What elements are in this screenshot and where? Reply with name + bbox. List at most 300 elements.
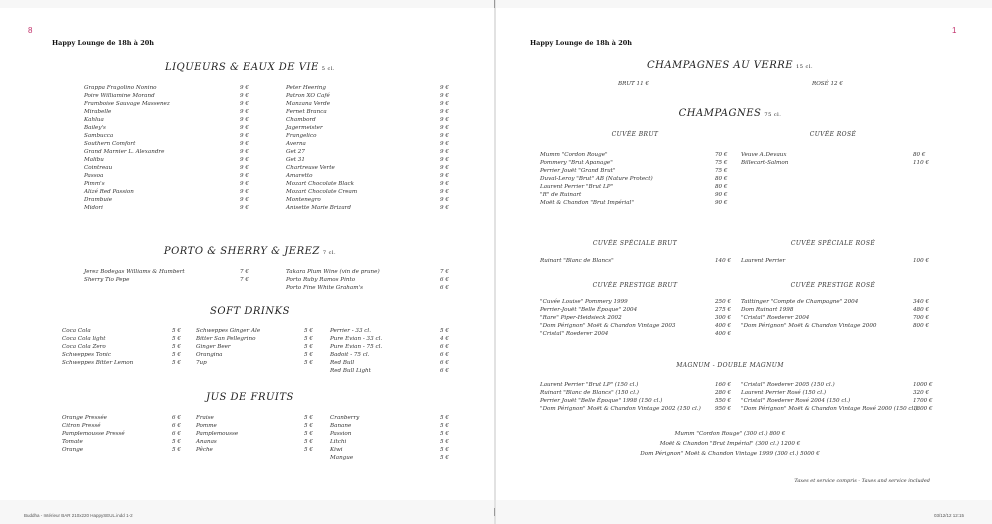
item-price: 9 € <box>440 205 449 211</box>
menu-item <box>741 405 931 413</box>
magnum-col1 <box>540 381 735 413</box>
menu-item <box>540 151 735 159</box>
item-name: Passoa <box>84 173 104 179</box>
jus-col1 <box>62 414 184 454</box>
item-price: 5 € <box>304 447 313 453</box>
menu-item <box>540 306 735 314</box>
item-name: Poire Williamine Morand <box>84 93 155 99</box>
menu-item <box>330 438 454 446</box>
menu-item <box>330 351 454 359</box>
item-price: 90 € <box>715 200 728 206</box>
menu-item <box>196 343 316 351</box>
item-name: "Rare" Piper-Heidsieck 2002 <box>540 315 622 321</box>
trim-mark <box>494 508 495 516</box>
item-name: "Dom Pérignon" Moët & Chandon Vintage 2000 <box>741 323 877 329</box>
menu-item <box>84 204 254 212</box>
menu-item <box>330 359 454 367</box>
item-price: 9 € <box>240 133 249 139</box>
menu-item <box>62 351 184 359</box>
menu-item <box>540 298 735 306</box>
item-name: Kahlua <box>84 117 104 123</box>
item-price: 110 € <box>913 160 930 166</box>
menu-item <box>62 422 184 430</box>
menu-item <box>286 204 454 212</box>
item-price: 400 € <box>715 323 732 329</box>
item-price: 5 € <box>304 336 313 342</box>
item-name: Moët & Chandon "Brut Impérial" <box>540 200 634 206</box>
menu-item <box>741 314 931 322</box>
item-price: 6 € <box>440 344 449 350</box>
jus-col3 <box>330 414 454 462</box>
menu-item <box>84 148 254 156</box>
item-price: 7 € <box>240 269 249 275</box>
prestige-rose-list <box>741 298 931 330</box>
item-price: 6 € <box>440 352 449 358</box>
item-name: Pomme <box>196 423 217 429</box>
item-name: Malibu <box>84 157 104 163</box>
item-name: Orange Pressée <box>62 415 107 421</box>
menu-item <box>330 414 454 422</box>
item-name: Perrier Jouët "Grand Brut" <box>540 168 616 174</box>
menu-item <box>84 100 254 108</box>
menu-item <box>741 151 931 159</box>
item-name: Citron Pressé <box>62 423 101 429</box>
item-name: Taittinger "Compte de Champagne" 2004 <box>741 299 859 305</box>
item-price: 6 € <box>172 423 181 429</box>
item-name: Montenegro <box>286 197 321 203</box>
file-footer: Buddha - Intérieur BAR 210x220 HappySEUL.indd 1-2 <box>24 513 133 518</box>
soft-col3 <box>330 327 454 375</box>
item-name: Mozart Chocolate Cream <box>286 189 358 195</box>
item-name: "Cristal" Roederer 2005 (150 cl.) <box>741 382 835 388</box>
menu-item <box>741 322 931 330</box>
menu-item <box>84 108 254 116</box>
item-price: 9 € <box>440 197 449 203</box>
item-price: 75 € <box>715 160 728 166</box>
item-price: 5 € <box>172 352 181 358</box>
menu-item <box>62 414 184 422</box>
item-price: 5 € <box>172 439 181 445</box>
section-title-liqueurs: LIQUEURS & EAUX DE VIE 5 cl. <box>164 62 336 73</box>
item-price: 100 € <box>913 258 930 264</box>
item-name: Pêche <box>196 447 213 453</box>
item-price: 9 € <box>240 117 249 123</box>
menu-item <box>286 148 454 156</box>
menu-item <box>84 188 254 196</box>
menu-item <box>196 414 316 422</box>
item-name: "Dom Pérignon" Moët & Chandon Vintage 2003 <box>540 323 676 329</box>
menu-item <box>741 397 931 405</box>
menu-item <box>62 446 184 454</box>
item-price: 9 € <box>240 165 249 171</box>
menu-item <box>540 199 735 207</box>
item-price: 140 € <box>715 258 732 264</box>
liqueurs-col1 <box>84 84 254 212</box>
item-price: 4 € <box>440 336 449 342</box>
item-name: Kiwi <box>330 447 343 453</box>
item-name: Pimm's <box>84 181 105 187</box>
item-price: 9 € <box>240 181 249 187</box>
menu-item <box>540 381 735 389</box>
item-price: 9 € <box>440 109 449 115</box>
prestige-brut-list <box>540 298 735 338</box>
item-price: 70 € <box>715 152 728 158</box>
menu-item <box>540 159 735 167</box>
menu-item <box>84 92 254 100</box>
menu-item <box>84 196 254 204</box>
menu-item <box>196 430 316 438</box>
subtitle-prestige-rose: CUVÉE PRESTIGE ROSÉ <box>790 282 876 289</box>
item-price: 550 € <box>715 398 732 404</box>
subtitle-magnum: MAGNUM - DOUBLE MAGNUM <box>676 362 784 369</box>
item-name: Grappa Fragolino Nonino <box>84 85 157 91</box>
item-price: 9 € <box>440 101 449 107</box>
subtitle-speciale-brut: CUVÉE SPÉCIALE BRUT <box>592 240 678 247</box>
item-price: 9 € <box>240 157 249 163</box>
item-name: Drambuie <box>84 197 113 203</box>
item-price: 280 € <box>715 390 732 396</box>
subtitle-cuvee-brut: CUVÉE BRUT <box>611 131 659 138</box>
item-name: Mangue <box>330 455 354 461</box>
item-name: Schweppes Tonic <box>62 352 111 358</box>
item-name: Amaretto <box>286 173 313 179</box>
item-price: 9 € <box>440 189 449 195</box>
item-name: Laurent Perrier Rosé (150 cl.) <box>741 390 827 396</box>
item-price: 9 € <box>240 125 249 131</box>
item-price: 9 € <box>440 173 449 179</box>
happy-hour-label: Happy Lounge de 18h à 20h <box>530 39 633 47</box>
item-price: 160 € <box>715 382 732 388</box>
item-price: 340 € <box>913 299 930 305</box>
menu-item <box>62 430 184 438</box>
item-name: Pamplemousse Pressé <box>62 431 125 437</box>
item-price: 5 € <box>304 423 313 429</box>
item-price: 9 € <box>440 157 449 163</box>
item-name: Grand Marnier L. Alexandre <box>84 149 165 155</box>
item-name: Duval-Leroy "Brut" AB (Nature Protect) <box>540 176 653 182</box>
item-price: 480 € <box>913 307 930 313</box>
item-price: 6 € <box>440 368 449 374</box>
item-price: 9 € <box>440 165 449 171</box>
menu-item <box>741 257 931 265</box>
item-name: Mirabelle <box>84 109 112 115</box>
menu-item <box>540 183 735 191</box>
menu-item <box>84 124 254 132</box>
item-name: Bailey's <box>84 125 106 131</box>
subtitle-speciale-rose: CUVÉE SPÉCIALE ROSÉ <box>790 240 876 247</box>
menu-item <box>196 359 316 367</box>
item-name: Ananas <box>196 439 217 445</box>
item-name: Cointreau <box>84 165 113 171</box>
item-name: Passion <box>330 431 352 437</box>
section-title-porto: PORTO & SHERRY & JEREZ 7 cl. <box>163 246 337 257</box>
porto-col2 <box>286 268 454 292</box>
menu-item <box>286 172 454 180</box>
item-price: 9 € <box>440 133 449 139</box>
item-price: 9 € <box>440 141 449 147</box>
item-name: Fraise <box>196 415 214 421</box>
menu-item <box>330 430 454 438</box>
menu-item <box>286 268 454 276</box>
item-name: Laurent Perrier "Brut LP" (150 cl.) <box>540 382 639 388</box>
item-name: Veuve A.Devaux <box>741 152 787 158</box>
item-name: Pommery "Brut Apanage" <box>540 160 613 166</box>
item-name: Coca Cola light <box>62 336 106 342</box>
item-name: "Dom Pérignon" Moët & Chandon Vintage 2002 (150 cl.) <box>540 406 701 412</box>
menu-item <box>540 405 735 413</box>
item-name: Peter Heering <box>286 85 326 91</box>
item-name: Litchi <box>330 439 347 445</box>
item-name: Pure Evian - 33 cl. <box>330 336 383 342</box>
item-name: Ginger Beer <box>196 344 231 350</box>
item-name: Sambucca <box>84 133 114 139</box>
menu-item <box>741 159 931 167</box>
magnum-centered-3: Dom Pérignon" Moët & Chandon Vintage 1999 (300 cl.) 5000 € <box>640 451 820 457</box>
menu-item <box>330 422 454 430</box>
item-name: Tomate <box>62 439 83 445</box>
item-price: 7 € <box>440 269 449 275</box>
item-price: 9 € <box>240 101 249 107</box>
item-name: "Dom Pérignon" Moët & Chandon Vintage Rosé 2000 (150 cl.) <box>741 406 918 412</box>
item-price: 6 € <box>440 277 449 283</box>
item-name: "Cuvée Louise" Pommery 1999 <box>540 299 628 305</box>
item-name: Jerez Bodegas Williams & Humbert <box>84 269 185 275</box>
item-name: Laurent Perrier "Brut LP" <box>540 184 614 190</box>
item-name: Sherry Tio Pepe <box>84 277 130 283</box>
menu-item <box>286 164 454 172</box>
item-name: Get 27 <box>286 149 305 155</box>
magnum-centered-2: Moët & Chandon "Brut Impérial" (300 cl.) 1200 € <box>659 441 801 447</box>
item-name: Chartreuse Verte <box>286 165 335 171</box>
section-title-jus: JUS DE FRUITS <box>206 392 294 403</box>
menu-item <box>540 191 735 199</box>
item-name: Pamplemousse <box>196 431 239 437</box>
menu-item <box>286 84 454 92</box>
item-name: Dom Ruinart 1998 <box>741 307 794 313</box>
item-name: Averna <box>286 141 306 147</box>
magnum-col2 <box>741 381 931 413</box>
item-price: 9 € <box>240 205 249 211</box>
cuvee-brut-list <box>540 151 735 207</box>
menu-item <box>540 257 735 265</box>
item-name: Chambord <box>286 117 316 123</box>
menu-item <box>62 359 184 367</box>
item-name: Coca Cola <box>62 328 91 334</box>
menu-item <box>286 188 454 196</box>
item-name: "Cristal" Roederer 2004 <box>741 315 810 321</box>
menu-item <box>540 175 735 183</box>
file-date: 03/12/12 12:15 <box>934 513 965 518</box>
item-name: Porto Fine White Graham's <box>286 285 363 291</box>
item-price: 1800 € <box>913 406 933 412</box>
menu-item <box>741 389 931 397</box>
item-name: Banane <box>330 423 352 429</box>
item-price: 5 € <box>440 415 449 421</box>
menu-item <box>84 172 254 180</box>
item-price: 5 € <box>172 328 181 334</box>
item-price: 7 € <box>240 277 249 283</box>
menu-item <box>286 92 454 100</box>
item-name: Manzana Verde <box>286 101 331 107</box>
menu-item <box>62 327 184 335</box>
item-price: 9 € <box>240 173 249 179</box>
item-price: 250 € <box>715 299 732 305</box>
item-price: 9 € <box>440 181 449 187</box>
item-name: Perrier-Jouët "Belle Époque" 2004 <box>540 307 638 313</box>
menu-item <box>84 140 254 148</box>
menu-item <box>286 108 454 116</box>
item-price: 5 € <box>304 344 313 350</box>
menu-item <box>84 268 254 276</box>
item-price: 5 € <box>304 415 313 421</box>
item-price: 5 € <box>304 360 313 366</box>
soft-col1 <box>62 327 184 367</box>
item-price: 9 € <box>440 117 449 123</box>
section-title-verre: CHAMPAGNES AU VERRE 15 cl. <box>646 60 814 71</box>
menu-item <box>330 327 454 335</box>
item-name: Red Bull Light <box>330 368 371 374</box>
menu-item <box>196 335 316 343</box>
menu-item <box>330 343 454 351</box>
menu-item <box>84 156 254 164</box>
menu-item <box>330 335 454 343</box>
item-name: Ruinart "Blanc de Blancs" <box>540 258 614 264</box>
item-name: Schweppes Bitter Lemon <box>62 360 134 366</box>
item-name: Orangina <box>196 352 223 358</box>
jus-col2 <box>196 414 316 454</box>
menu-item <box>540 167 735 175</box>
item-price: 5 € <box>440 423 449 429</box>
item-price: 5 € <box>304 328 313 334</box>
item-name: Frangelico <box>286 133 317 139</box>
menu-item <box>330 367 454 375</box>
item-price: 5 € <box>440 328 449 334</box>
item-price: 5 € <box>172 360 181 366</box>
menu-item <box>540 322 735 330</box>
taxes-note: Taxes et service compris - Taxes and service included <box>794 478 930 484</box>
menu-item <box>540 330 735 338</box>
page-number: 1 <box>952 26 957 35</box>
menu-item <box>286 156 454 164</box>
menu-item <box>84 180 254 188</box>
item-price: 9 € <box>240 93 249 99</box>
item-price: 5 € <box>304 439 313 445</box>
subtitle-cuvee-rose: CUVÉE ROSÉ <box>809 131 857 138</box>
item-price: 75 € <box>715 168 728 174</box>
soft-col2 <box>196 327 316 367</box>
item-name: Laurent Perrier <box>741 258 786 264</box>
item-price: 5 € <box>440 455 449 461</box>
menu-item <box>196 327 316 335</box>
item-name: Alizé Red Passion <box>84 189 134 195</box>
menu-item <box>196 351 316 359</box>
item-name: Ruinart "Blanc de Blancs" (150 cl.) <box>540 390 639 396</box>
item-name: Patron XO Café <box>286 93 330 99</box>
item-name: Fernet Branca <box>286 109 327 115</box>
item-name: Pure Evian - 75 cl. <box>330 344 383 350</box>
menu-item <box>286 116 454 124</box>
right-page <box>496 8 992 500</box>
item-name: Framboise Sauvage Massenez <box>84 101 170 107</box>
happy-hour-label: Happy Lounge de 18h à 20h <box>52 39 155 47</box>
item-name: Coca Cola Zero <box>62 344 106 350</box>
item-price: 9 € <box>440 125 449 131</box>
trim-mark <box>494 0 495 8</box>
item-name: Get 31 <box>286 157 305 163</box>
menu-item <box>84 116 254 124</box>
item-name: Perrier Jouët "Belle Époque" 1998 (150 cl.) <box>540 398 663 404</box>
menu-item <box>286 132 454 140</box>
verre-rose: ROSÉ 12 € <box>812 81 843 87</box>
item-price: 1000 € <box>913 382 933 388</box>
item-price: 5 € <box>304 431 313 437</box>
page-number: 8 <box>28 26 33 35</box>
menu-item <box>540 397 735 405</box>
item-name: "Cristal" Roederer 2004 <box>540 331 609 337</box>
menu-item <box>196 438 316 446</box>
verre-brut: BRUT 11 € <box>618 81 650 87</box>
speciale-rose-list <box>741 257 931 265</box>
item-name: Porto Ruby Ramos Pinto <box>286 277 356 283</box>
item-price: 6 € <box>440 360 449 366</box>
menu-item <box>741 306 931 314</box>
menu-item <box>330 446 454 454</box>
item-price: 950 € <box>715 406 732 412</box>
menu-item <box>84 84 254 92</box>
item-name: Mumm "Cordon Rouge" <box>540 152 608 158</box>
item-price: 80 € <box>715 184 728 190</box>
menu-item <box>330 454 454 462</box>
item-price: 5 € <box>172 447 181 453</box>
item-name: Cranberry <box>330 415 360 421</box>
item-price: 5 € <box>304 352 313 358</box>
item-name: 7up <box>196 360 207 366</box>
item-price: 400 € <box>715 331 732 337</box>
porto-col1 <box>84 268 254 284</box>
menu-item <box>62 438 184 446</box>
menu-item <box>84 132 254 140</box>
menu-item <box>286 180 454 188</box>
speciale-brut-list <box>540 257 735 265</box>
item-price: 9 € <box>240 141 249 147</box>
item-price: 9 € <box>240 197 249 203</box>
item-price: 9 € <box>440 149 449 155</box>
item-price: 6 € <box>172 415 181 421</box>
cuvee-rose-list <box>741 151 931 167</box>
item-name: Southern Comfort <box>84 141 136 147</box>
item-price: 80 € <box>913 152 926 158</box>
item-name: Bitter San Pellegrino <box>196 336 256 342</box>
menu-item <box>286 124 454 132</box>
item-price: 5 € <box>440 439 449 445</box>
item-price: 5 € <box>172 336 181 342</box>
item-name: Perrier - 33 cl. <box>330 328 371 334</box>
subtitle-prestige-brut: CUVÉE PRESTIGE BRUT <box>592 282 678 289</box>
menu-item <box>62 343 184 351</box>
magnum-centered-1: Mumm "Cordon Rouge" (300 cl.) 800 € <box>674 431 786 437</box>
menu-item <box>196 446 316 454</box>
menu-item <box>540 389 735 397</box>
item-price: 800 € <box>913 323 930 329</box>
menu-item <box>286 276 454 284</box>
item-price: 80 € <box>715 176 728 182</box>
item-name: Orange <box>62 447 84 453</box>
item-price: 9 € <box>440 93 449 99</box>
item-name: Midori <box>84 205 103 211</box>
item-name: Badoit - 75 cl. <box>330 352 370 358</box>
item-price: 5 € <box>440 447 449 453</box>
item-name: Red Bull <box>330 360 355 366</box>
